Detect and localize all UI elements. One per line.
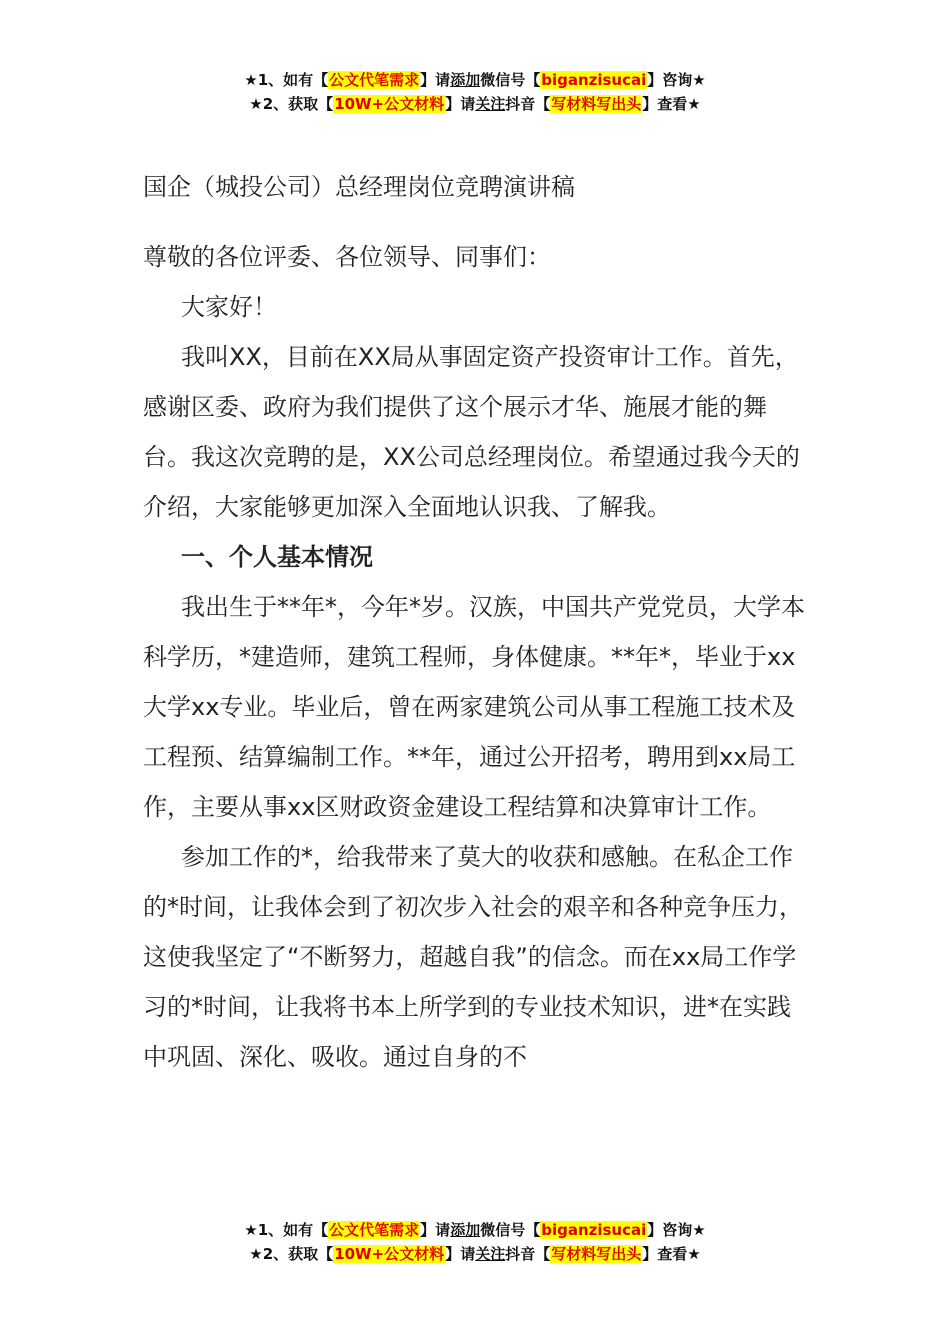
banner-highlight: biganzisucai (541, 71, 647, 89)
banner-highlight: 写材料写出头 (551, 1245, 642, 1263)
banner-text: ★1、如有【 (244, 1221, 329, 1239)
banner-highlight: 写材料写出头 (551, 95, 642, 113)
salutation: 尊敬的各位评委、各位领导、同事们： (143, 243, 551, 271)
banner-text: 】请 (445, 95, 476, 113)
banner-text: 抖音【 (505, 1245, 551, 1263)
banner-line-1 (0, 1218, 950, 1242)
banner-text: 】查看★ (642, 95, 701, 113)
document-title: 国企（城投公司）总经理岗位竞聘演讲稿 (143, 173, 575, 201)
footer-banner (0, 1218, 950, 1266)
banner-text: 】请 (420, 1221, 451, 1239)
banner-highlight: 公文代笔需求 (329, 71, 420, 89)
banner-text: 微信号【 (480, 71, 541, 89)
banner-highlight: 10W+公文材料 (334, 1245, 445, 1263)
banner-text: ★1、如有【 (244, 71, 329, 89)
document-body (143, 162, 808, 1082)
banner-text: 】咨询★ (647, 1221, 706, 1239)
greeting: 大家好！ (181, 293, 277, 321)
paragraph-intro: 我叫XX，目前在XX局从事固定资产投资审计工作。首先，感谢区委、政府为我们提供了这个展示才华、施展才能的舞台。我这次竞聘的是，XX公司总经理岗位。希望通过我今天的介绍，大家能够更加深入全面地认识我、了解我。 (143, 343, 800, 521)
banner-underline: 添加 (450, 1221, 481, 1239)
banner-line-1 (0, 68, 950, 92)
paragraph-basic-info: 我出生于**年*，今年*岁。汉族，中国共产党党员，大学本科学历，*建造师，建筑工程师，身体健康。**年*，毕业于xx大学xx专业。毕业后，曾在两家建筑公司从事工程施工技术及工程预、结算编制工作。**年，通过公开招考，聘用到xx局工作，主要从事xx区财政资金建设工程结算和决算审计工作。 (143, 593, 805, 821)
banner-highlight: 10W+公文材料 (334, 95, 445, 113)
banner-text: 】请 (445, 1245, 476, 1263)
banner-text: 】咨询★ (647, 71, 706, 89)
banner-highlight: biganzisucai (541, 1221, 647, 1239)
banner-underline: 添加 (450, 71, 481, 89)
section-heading: 一、个人基本情况 (181, 543, 373, 571)
banner-text: ★2、获取【 (249, 1245, 334, 1263)
banner-line-2 (0, 1242, 950, 1266)
banner-text: 微信号【 (480, 1221, 541, 1239)
banner-line-2 (0, 92, 950, 116)
banner-text: ★2、获取【 (249, 95, 334, 113)
banner-text: 】请 (420, 71, 451, 89)
banner-highlight: 公文代笔需求 (329, 1221, 420, 1239)
banner-underline: 关注 (475, 1245, 506, 1263)
header-banner (0, 68, 950, 116)
banner-text: 抖音【 (505, 95, 551, 113)
paragraph-work-experience: 参加工作的*，给我带来了莫大的收获和感触。在私企工作的*时间，让我体会到了初次步入社会的艰辛和各种竞争压力，这使我坚定了“不断努力，超越自我”的信念。而在xx局工作学习的*时间，让我将书本上所学到的专业技术知识，进*在实践中巩固、深化、吸收。通过自身的不 (143, 843, 803, 1071)
banner-text: 】查看★ (642, 1245, 701, 1263)
banner-underline: 关注 (475, 95, 506, 113)
